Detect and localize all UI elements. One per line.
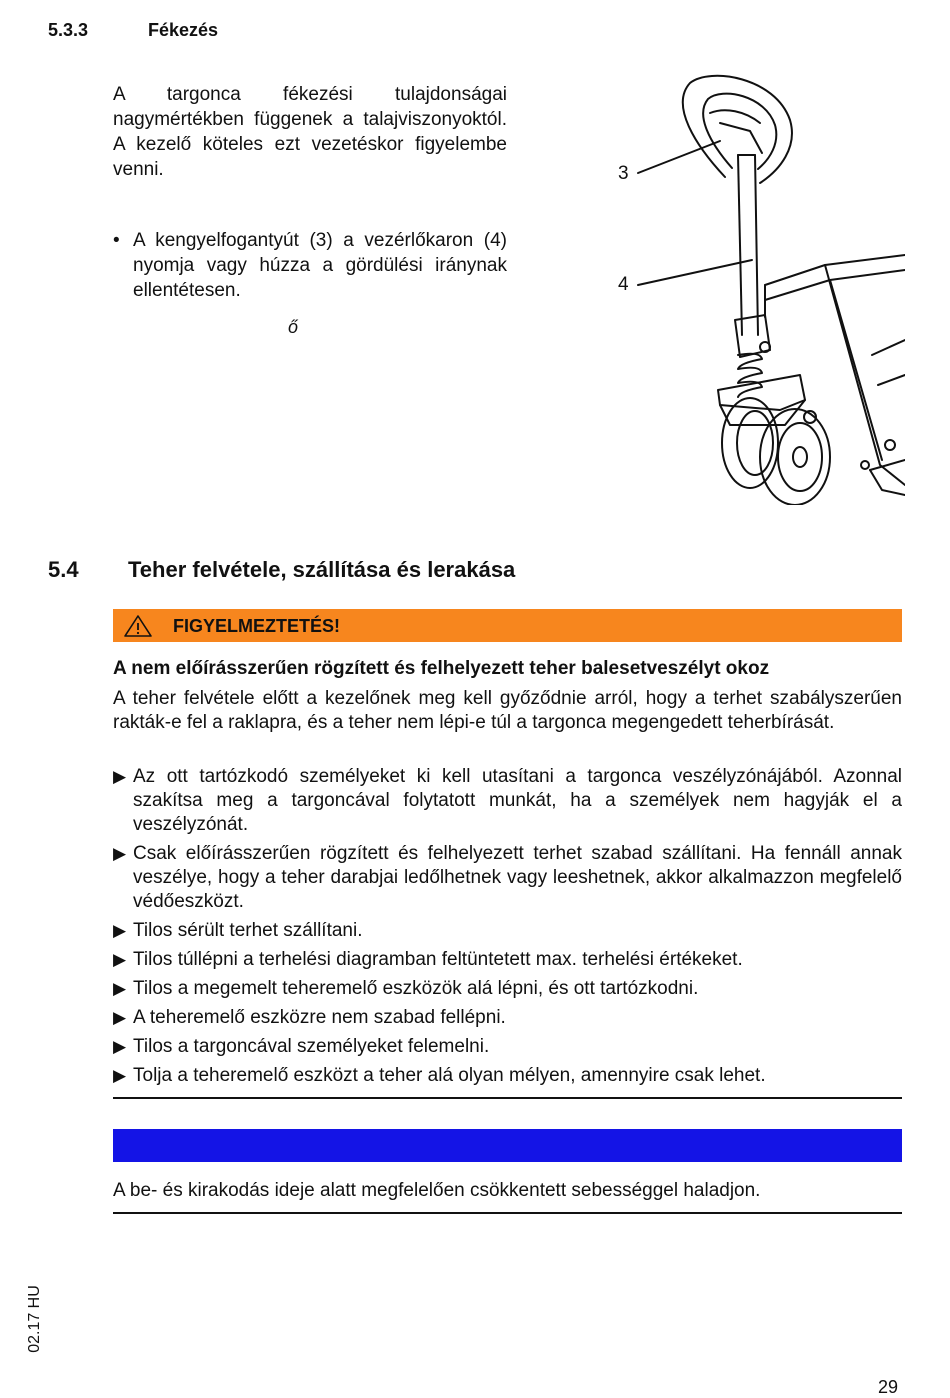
list-item: ▶ Tilos a megemelt teheremelő eszközök alá lépni, és ott tartózkodni. xyxy=(113,978,699,999)
warning-end-rule xyxy=(113,1097,902,1099)
pallet-truck-figure xyxy=(600,65,905,505)
notice-text: A be- és kirakodás ideje alatt megfelelően csökkentett sebességgel haladjon. xyxy=(113,1180,761,1201)
page-number: 29 xyxy=(878,1377,899,1397)
warning-intro: A teher felvétele előtt a kezelőnek meg kell győződnie arról, hogy a terhet szabályszerűen rakták-e fel a raklapra, és a teher nem lépi-e túl a targonca megengedett teherbírását. xyxy=(113,688,902,733)
edition-label: 02.17 HU xyxy=(26,1285,43,1353)
list-marker: ▶ xyxy=(113,921,127,940)
list-marker: ▶ xyxy=(113,767,127,786)
stray-character: ő xyxy=(288,317,299,337)
callout-4: 4 xyxy=(618,274,629,295)
list-marker: ▶ xyxy=(113,844,127,863)
warning-subheading: A nem előírásszerűen rögzített és felhelyezett teher balesetveszélyt okoz xyxy=(113,658,770,679)
list-item: ▶ A teheremelő eszközre nem szabad fellépni. xyxy=(113,1007,506,1028)
list-marker: ▶ xyxy=(113,950,127,969)
warning-banner xyxy=(113,609,902,642)
notice-end-rule xyxy=(113,1212,902,1214)
section-number: 5.4 xyxy=(48,557,79,582)
list-item: ▶ Tilos a targoncával személyeket felemelni. xyxy=(113,1036,490,1057)
list-item: ▶ Tilos sérült terhet szállítani. xyxy=(113,920,363,941)
list-item: ▶ Az ott tartózkodó személyeket ki kell utasítani a targonca veszélyzónájából. Azonnal szakítsa meg a targoncával folytatott munkát, ha a személyek nem hagyják el a veszélyzónát. xyxy=(113,766,902,835)
pallet-truck-drawing xyxy=(600,65,905,505)
braking-instruction xyxy=(113,228,507,303)
list-marker: ▶ xyxy=(113,1066,127,1085)
braking-instruction-text: A kengyelfogantyút (3) a vezérlőkaron (4) nyomja vagy húzza a gördülési iránynak ellentétesen. xyxy=(133,230,507,301)
section-title: Fékezés xyxy=(148,20,219,40)
warning-list xyxy=(113,765,902,1093)
list-marker: ▶ xyxy=(113,979,127,998)
warning-label: FIGYELMEZTETÉS! xyxy=(173,616,341,636)
list-item: ▶ Csak előírásszerűen rögzített és felhelyezett terhet szabad szállítani. Ha fennáll annak veszélye, hogy a teher darabjai ledőlhetnek vagy leeshetnek, akkor alkalmazzon megfelelő védőeszközt. xyxy=(113,843,902,912)
section-number: 5.3.3 xyxy=(48,20,89,40)
notice-banner xyxy=(113,1129,902,1162)
list-item: ▶ Tolja a teheremelő eszközt a teher alá olyan mélyen, amennyire csak lehet. xyxy=(113,1065,766,1086)
list-marker: ▶ xyxy=(113,1037,127,1056)
braking-paragraph: A targonca fékezési tulajdonságai nagymértékben függenek a talajviszonyoktól. A kezelő köteles ezt vezetéskor figyelembe venni. xyxy=(113,84,507,180)
list-item: ▶ Tilos túllépni a terhelési diagramban feltüntetett max. terhelési értékeket. xyxy=(113,949,743,970)
warning-triangle-icon xyxy=(123,614,153,638)
section-title: Teher felvétele, szállítása és lerakása xyxy=(128,557,516,582)
bullet-marker: • xyxy=(113,230,120,251)
callout-3: 3 xyxy=(618,163,629,184)
list-marker: ▶ xyxy=(113,1008,127,1027)
